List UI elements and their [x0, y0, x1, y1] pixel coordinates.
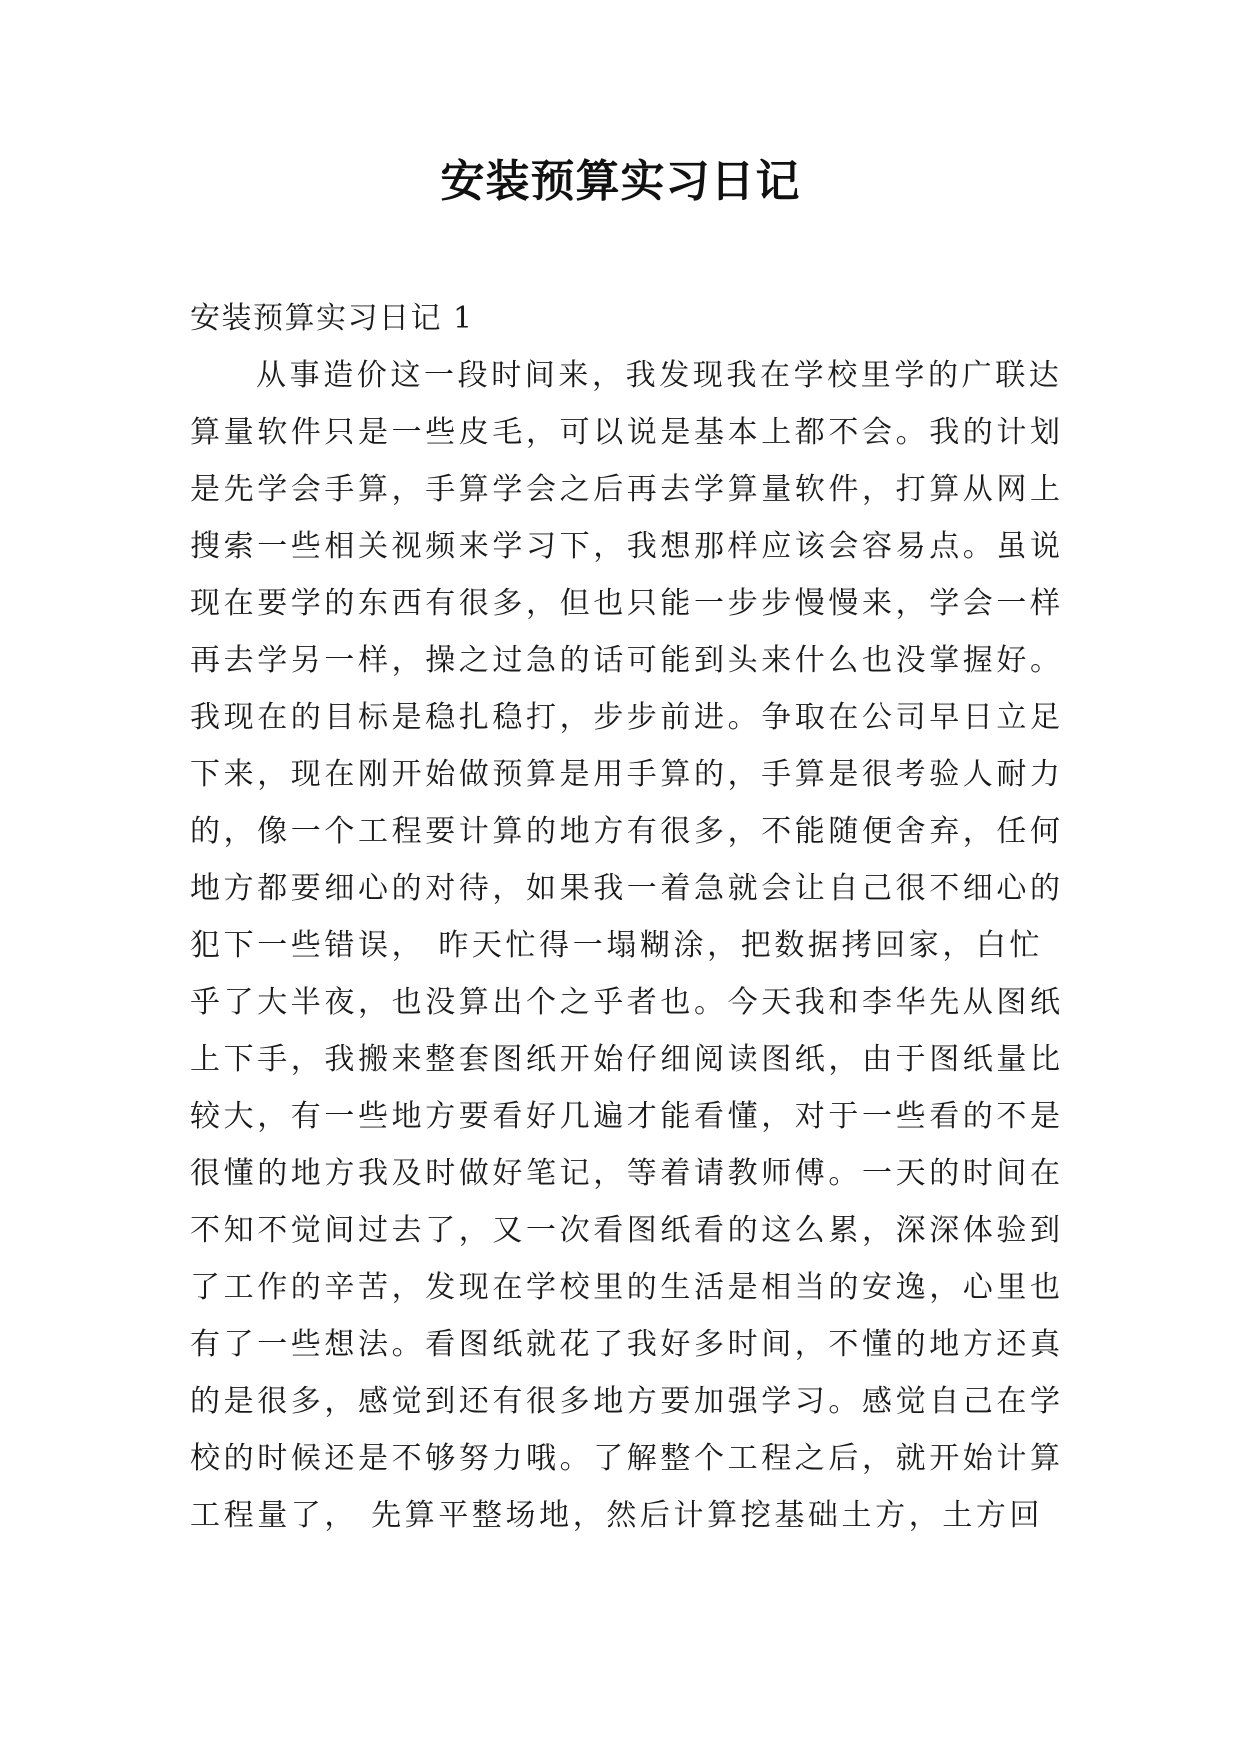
paragraph-line: 再去学另一样，操之过急的话可能到头来什么也没掌握好。: [190, 643, 1064, 678]
paragraph-line: 下来，现在刚开始做预算是用手算的，手算是很考验人耐力: [190, 757, 1064, 792]
paragraph-line: 很懂的地方我及时做好笔记，等着请教师傅。一天的时间在: [190, 1156, 1064, 1191]
paragraph-line: 有了一些想法。看图纸就花了我好多时间，不懂的地方还真: [190, 1327, 1064, 1362]
paragraph-line: 的是很多，感觉到还有很多地方要加强学习。感觉自己在学: [190, 1384, 1064, 1419]
paragraph-line: 乎了大半夜，也没算出个之乎者也。今天我和李华先从图纸: [190, 985, 1064, 1020]
paragraph-line: 工程量了， 先算平整场地，然后计算挖基础土方，土方回: [190, 1498, 1044, 1533]
document-body: [190, 290, 1070, 1544]
paragraph-line: 现在要学的东西有很多，但也只能一步步慢慢来，学会一样: [190, 586, 1064, 621]
paragraph-line: 的，像一个工程要计算的地方有很多，不能随便舍弃，任何: [190, 814, 1064, 849]
paragraph-line: 地方都要细心的对待，如果我一着急就会让自己很不细心的: [190, 871, 1064, 906]
paragraph-line: 校的时候还是不够努力哦。了解整个工程之后，就开始计算: [190, 1441, 1064, 1476]
paragraph-line: 上下手，我搬来整套图纸开始仔细阅读图纸，由于图纸量比: [190, 1042, 1064, 1077]
paragraph-line: 不知不觉间过去了，又一次看图纸看的这么累，深深体验到: [190, 1213, 1064, 1248]
paragraph-line: 了工作的辛苦，发现在学校里的生活是相当的安逸，心里也: [190, 1270, 1064, 1305]
paragraph-line: 是先学会手算，手算学会之后再去学算量软件，打算从网上: [190, 472, 1064, 507]
paragraph-line: 较大，有一些地方要看好几遍才能看懂，对于一些看的不是: [190, 1099, 1064, 1134]
paragraph-line: 我现在的目标是稳扎稳打，步步前进。争取在公司早日立足: [190, 700, 1064, 735]
paragraph-line: 算量软件只是一些皮毛，可以说是基本上都不会。我的计划: [190, 415, 1064, 450]
paragraph-line: 从事造价这一段时间来，我发现我在学校里学的广联达: [256, 358, 1063, 393]
document-title: 安装预算实习日记: [440, 156, 801, 207]
paragraph-line: 搜索一些相关视频来学习下，我想那样应该会容易点。虽说: [190, 529, 1064, 564]
paragraph-line: 犯下一些错误， 昨天忙得一塌糊涂，把数据拷回家，白忙: [190, 928, 1044, 963]
section-heading: 安装预算实习日记 1: [190, 301, 474, 336]
